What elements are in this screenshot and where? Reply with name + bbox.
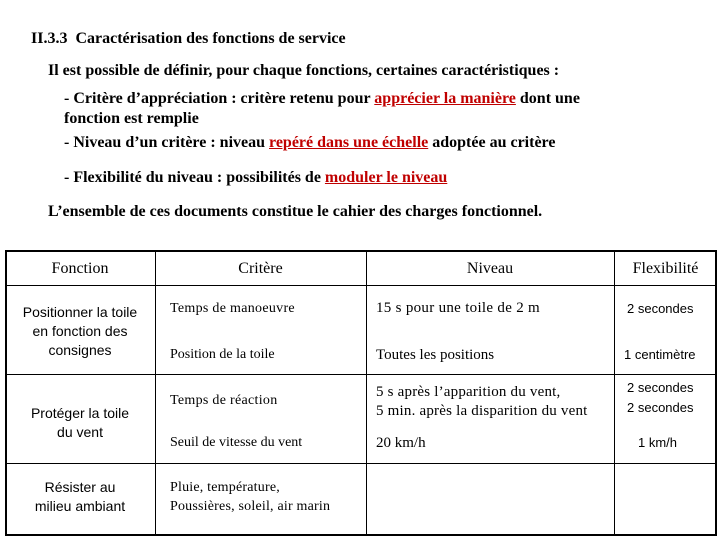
table-divider [366, 250, 367, 536]
fonction-line: consignes [48, 342, 112, 358]
bullet-niveau-text: - Niveau d’un critère : niveau [64, 134, 270, 151]
fonction-positionner [5, 303, 155, 360]
flex-cell: 2 secondes [627, 400, 694, 415]
table-divider [614, 250, 615, 536]
niveau-cell: 20 km/h [376, 435, 426, 451]
bullet-flexibilite-highlight: moduler le niveau [324, 169, 448, 186]
table-divider [5, 374, 717, 375]
bullet-critere [64, 90, 580, 108]
section-heading [31, 30, 346, 48]
critere-cell: Temps de manoeuvre [170, 301, 295, 316]
bullet-critere-line2: fonction est remplie [64, 110, 199, 127]
niveau-cell: 15 s pour une toile de 2 m [376, 300, 541, 316]
flex-cell: 1 km/h [638, 435, 678, 450]
fonction-line: en fonction des [32, 323, 128, 339]
critere-cell: Poussières, soleil, air marin [170, 499, 331, 514]
bullet-critere-highlight: apprécier la manière [374, 90, 516, 107]
bullet-flexibilite-text: - Flexibilité du niveau : possibilités de [64, 169, 325, 186]
fonction-line: Positionner la toile [22, 304, 138, 320]
niveau-cell: 5 min. après la disparition du vent [376, 403, 588, 419]
header-fonction: Fonction [51, 260, 109, 277]
bullet-niveau-highlight: repéré dans une échelle [269, 134, 429, 151]
flex-cell: 2 secondes [627, 380, 694, 395]
header-flexibilite: Flexibilité [632, 260, 699, 277]
flex-cell: 1 centimètre [624, 347, 696, 362]
conclusion-text: L’ensemble de ces documents constitue le cahier des charges fonctionnel. [48, 203, 543, 220]
bullet-niveau [64, 134, 555, 152]
table-divider [5, 285, 717, 286]
intro-text: Il est possible de définir, pour chaque fonctions, certaines caractéristiques : [48, 62, 560, 79]
critere-cell: Position de la toile [170, 347, 275, 362]
fonction-resister [5, 478, 155, 516]
header-critere: Critère [238, 260, 283, 277]
fonction-line: Protéger la toile [30, 405, 130, 421]
bullet-critere-text-end: dont une [515, 90, 580, 107]
niveau-cell: 5 s après l’apparition du vent, [376, 384, 561, 400]
fonction-line: milieu ambiant [34, 498, 126, 514]
fonction-line: Résister au [44, 479, 116, 495]
bullet-niveau-text-end: adoptée au critère [428, 134, 556, 151]
table-divider [5, 463, 717, 464]
fonction-proteger [5, 404, 155, 442]
niveau-cell: Toutes les positions [376, 347, 495, 363]
flex-cell: 2 secondes [627, 301, 694, 316]
critere-cell: Temps de réaction [170, 393, 278, 408]
section-title: Caractérisation des fonctions de service [75, 30, 346, 47]
bullet-flexibilite [64, 169, 447, 187]
section-number: II.3.3 [31, 30, 68, 47]
header-niveau: Niveau [466, 260, 514, 277]
critere-cell: Pluie, température, [170, 480, 280, 495]
critere-cell: Seuil de vitesse du vent [170, 435, 303, 450]
bullet-critere-text: - Critère d’appréciation : critère retenu pour [64, 90, 375, 107]
fonction-line: du vent [57, 424, 103, 440]
table-divider [155, 250, 156, 536]
